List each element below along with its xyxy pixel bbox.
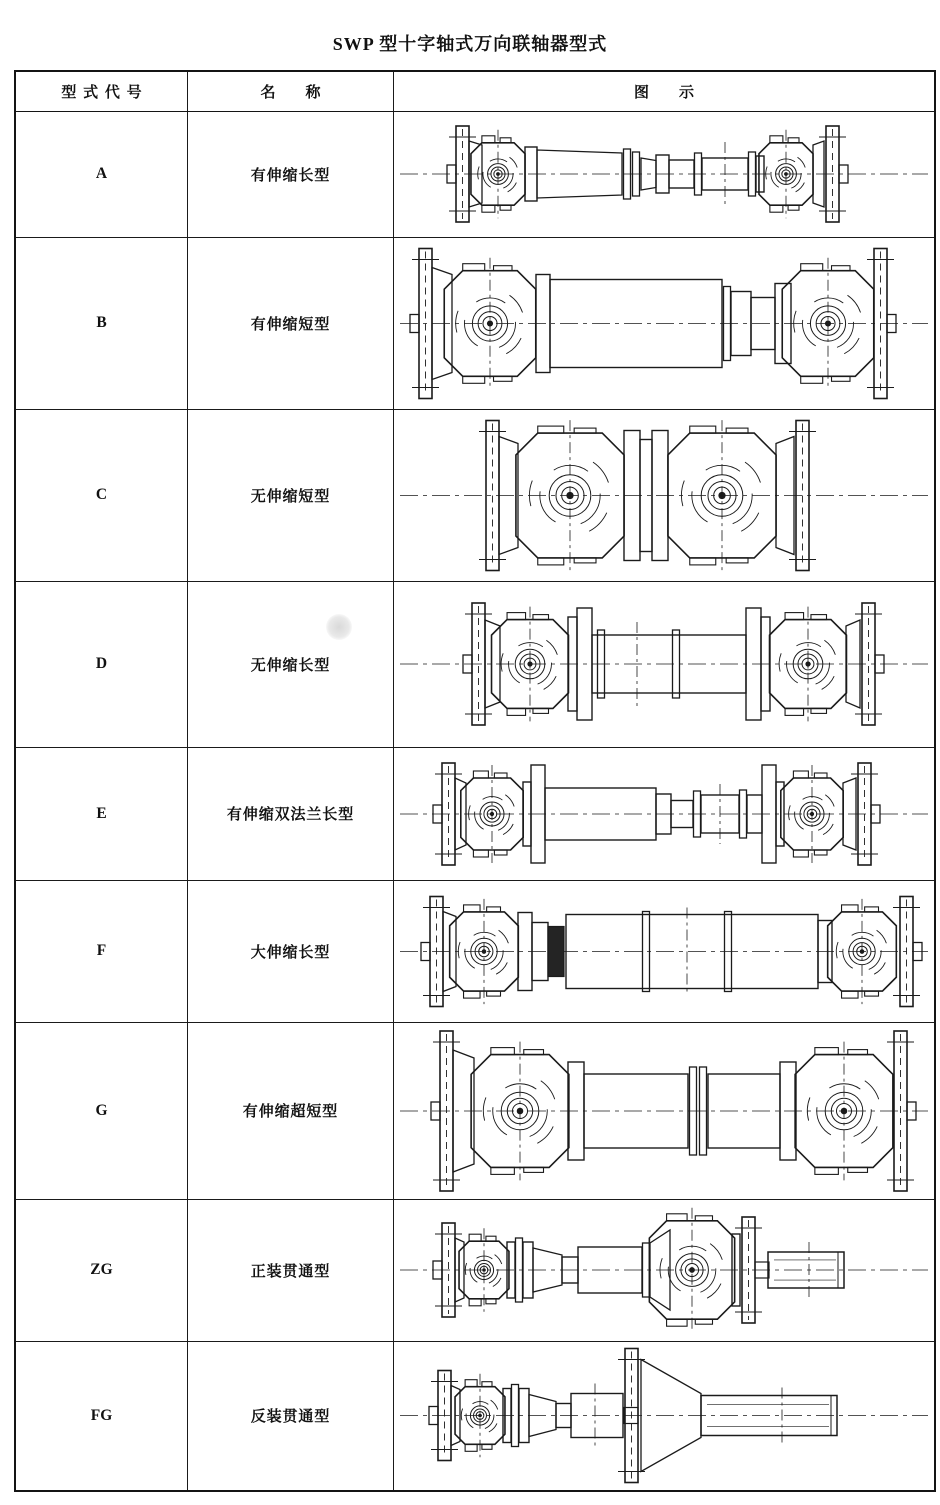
coupling-drawing-icon — [394, 1201, 934, 1339]
type-code: B — [96, 314, 107, 331]
coupling-drawing-icon — [394, 1343, 934, 1488]
table-header-row — [15, 71, 935, 111]
type-name: 无伸缩长型 — [250, 656, 331, 674]
coupling-drawing-icon — [394, 413, 934, 578]
table-row — [15, 1199, 935, 1341]
type-name: 有伸缩双法兰长型 — [226, 806, 355, 823]
type-code: D — [95, 655, 108, 672]
header-illustration — [394, 71, 936, 111]
scan-smudge-artifact — [326, 614, 352, 640]
table-row — [15, 1022, 935, 1199]
header-type-code-label: 型式代号 — [61, 83, 149, 101]
header-name-label: 名称 — [260, 83, 351, 101]
table-row — [15, 111, 935, 237]
table-row — [15, 581, 935, 747]
type-name: 反装贯通型 — [250, 1408, 331, 1426]
type-code: G — [95, 1101, 108, 1119]
coupling-drawing-icon — [394, 585, 934, 743]
page-title: SWP 型十字轴式万向联轴器型式 — [332, 34, 608, 54]
coupling-drawing-icon — [394, 241, 934, 406]
type-code: F — [96, 942, 107, 959]
header-illustration-label: 图示 — [633, 83, 724, 101]
type-name: 正装贯通型 — [250, 1262, 331, 1280]
table-row — [15, 237, 935, 409]
type-code: FG — [90, 1406, 113, 1424]
header-type-code — [15, 71, 188, 111]
header-name — [188, 71, 394, 111]
type-code: C — [95, 486, 108, 503]
type-code: E — [96, 804, 107, 822]
table-row — [15, 880, 935, 1022]
type-code: ZG — [90, 1261, 113, 1278]
table-row — [15, 747, 935, 880]
coupling-drawing-icon — [394, 750, 934, 878]
type-code: A — [95, 165, 108, 182]
type-name: 有伸缩长型 — [250, 166, 331, 184]
type-name: 大伸缩长型 — [250, 943, 331, 961]
coupling-type-table — [14, 70, 936, 1492]
type-name: 无伸缩短型 — [250, 487, 331, 505]
table-row — [15, 1341, 935, 1491]
type-name: 有伸缩超短型 — [242, 1103, 339, 1120]
coupling-drawing-icon — [394, 884, 934, 1019]
table-row — [15, 409, 935, 581]
coupling-drawing-icon — [394, 1027, 934, 1195]
coupling-drawing-icon — [394, 114, 934, 234]
type-name: 有伸缩短型 — [250, 315, 331, 333]
